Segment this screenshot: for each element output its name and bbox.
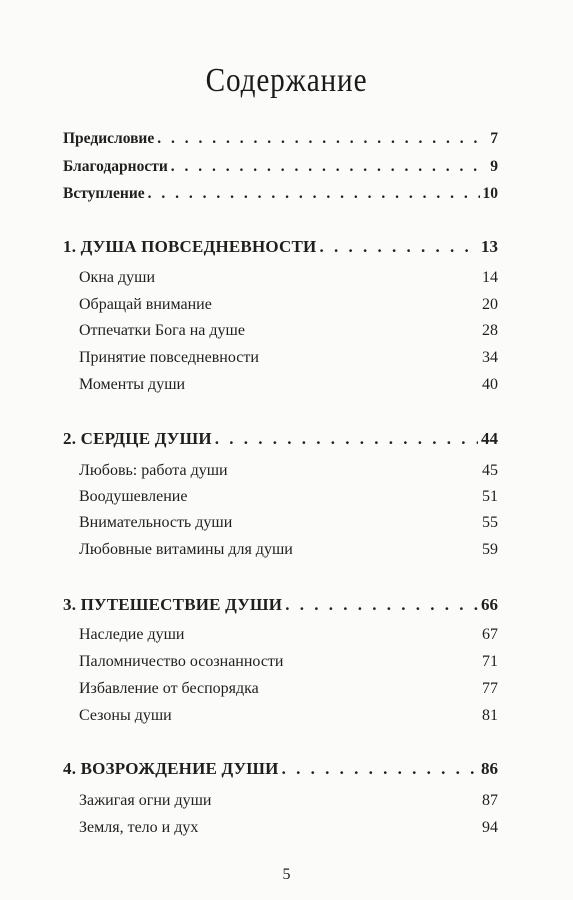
toc-section[interactable]	[63, 788, 498, 814]
toc-section-label: Воодушевление	[79, 488, 188, 505]
toc-section[interactable]	[63, 372, 498, 398]
toc-section-label: Зажигая огни души	[79, 792, 212, 809]
toc-chapter-4[interactable]	[63, 756, 498, 782]
toc-entry-label: Вступление	[63, 185, 145, 202]
toc-section-label: Избавление от беспорядка	[79, 680, 259, 697]
toc-section-page: 94	[482, 819, 498, 836]
toc-section[interactable]	[63, 649, 498, 675]
leader-dots	[215, 426, 478, 452]
toc-section-page: 45	[482, 462, 498, 479]
toc-section-page: 55	[482, 514, 498, 531]
toc-chapter-1[interactable]	[63, 234, 498, 260]
toc-section[interactable]	[63, 345, 498, 371]
toc-section-page: 71	[482, 653, 498, 670]
toc-chapter-label: 2. СЕРДЦЕ ДУШИ	[63, 429, 212, 448]
toc-chapter-page: 66	[481, 595, 498, 614]
toc-section-label: Земля, тело и дух	[79, 819, 199, 836]
toc-section[interactable]	[63, 703, 498, 729]
toc-section-label: Сезоны души	[79, 707, 172, 724]
toc-section-label: Внимательность души	[79, 514, 233, 531]
toc-chapter-3[interactable]	[63, 592, 498, 618]
toc-section[interactable]	[63, 815, 498, 841]
toc-entry-acknowledgements[interactable]	[63, 154, 498, 180]
toc-chapter-page: 13	[481, 237, 498, 256]
toc-section[interactable]	[63, 318, 498, 344]
toc-entry-preface[interactable]	[63, 126, 498, 152]
toc-section-label: Наследие души	[79, 626, 185, 643]
toc-section-label: Принятие повседневности	[79, 349, 259, 366]
toc-section[interactable]	[63, 458, 498, 484]
toc-section-label: Паломничество осознанности	[79, 653, 284, 670]
toc-section-page: 20	[482, 296, 498, 313]
toc-section-page: 51	[482, 488, 498, 505]
toc-entry-introduction[interactable]	[63, 181, 498, 207]
toc-section-page: 59	[482, 541, 498, 558]
toc-chapter-2[interactable]	[63, 426, 498, 452]
toc-section-label: Отпечатки Бога на душе	[79, 322, 245, 339]
toc-section-label: Любовные витамины для души	[79, 541, 293, 558]
toc-section-page: 87	[482, 792, 498, 809]
toc-section-label: Любовь: работа души	[79, 462, 228, 479]
leader-dots	[285, 592, 478, 618]
toc-entry-label: Предисловие	[63, 130, 155, 147]
page-number: 5	[282, 866, 291, 883]
leader-dots	[282, 756, 478, 782]
toc-section-page: 77	[482, 680, 498, 697]
leader-dots	[148, 181, 480, 207]
toc-section-page: 81	[482, 707, 498, 724]
toc-section[interactable]	[63, 292, 498, 318]
toc-section[interactable]	[63, 265, 498, 291]
toc-section-label: Окна души	[79, 269, 156, 286]
toc-section-page: 28	[482, 322, 498, 339]
toc-section-page: 67	[482, 626, 498, 643]
toc-section-page: 40	[482, 376, 498, 393]
toc-entry-page: 10	[482, 185, 498, 202]
toc-chapter-label: 3. ПУТЕШЕСТВИЕ ДУШИ	[63, 595, 283, 614]
toc-chapter-label: 4. ВОЗРОЖДЕНИЕ ДУШИ	[63, 759, 279, 778]
toc-section[interactable]	[63, 676, 498, 702]
toc-chapter-page: 44	[481, 429, 498, 448]
leader-dots	[319, 234, 478, 260]
toc-chapter-label: 1. ДУША ПОВСЕДНЕВНОСТИ	[63, 237, 317, 256]
toc-entry-page: 9	[490, 158, 498, 175]
toc-section[interactable]	[63, 622, 498, 648]
toc-entry-page: 7	[490, 130, 498, 147]
toc-section[interactable]	[63, 510, 498, 536]
toc-entry-label: Благодарности	[63, 158, 168, 175]
toc-section-label: Обращай внимание	[79, 296, 212, 313]
toc-section[interactable]	[63, 484, 498, 510]
leader-dots	[157, 126, 487, 152]
toc-section-page: 34	[482, 349, 498, 366]
leader-dots	[171, 154, 487, 180]
toc-chapter-page: 86	[481, 759, 498, 778]
toc-section[interactable]	[63, 537, 498, 563]
toc-section-label: Моменты души	[79, 376, 186, 393]
page-title: Содержание	[205, 62, 368, 99]
toc-section-page: 14	[482, 269, 498, 286]
